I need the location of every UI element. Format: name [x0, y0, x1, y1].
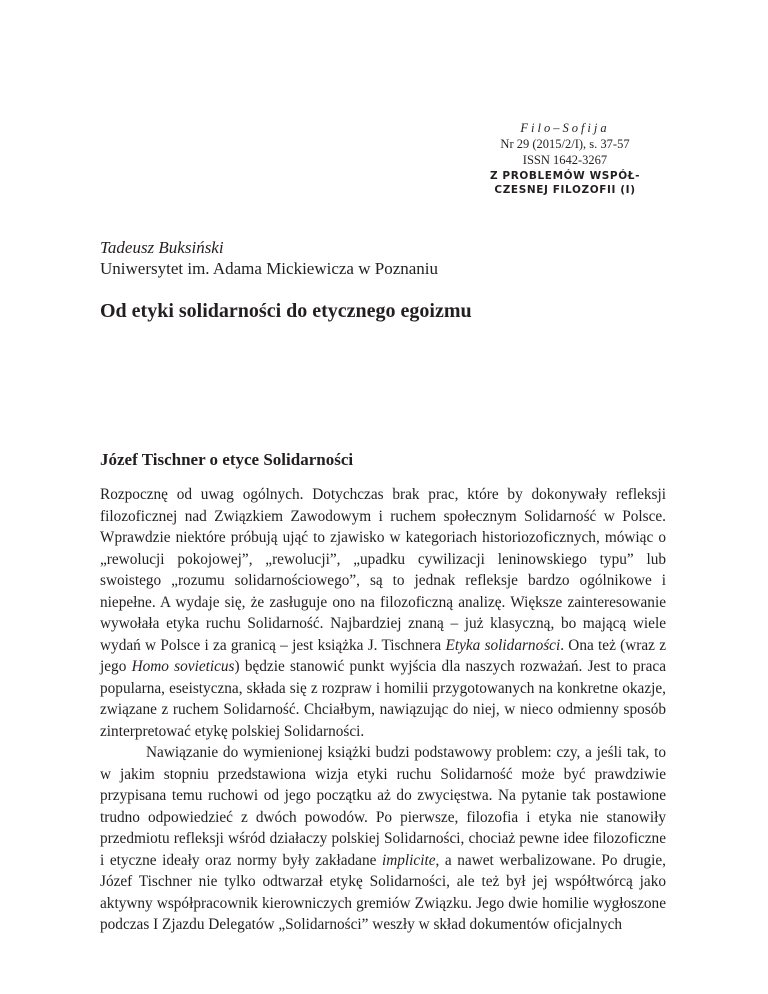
- journal-series: [470, 169, 660, 197]
- section-title: Józef Tischner o etyce Solidarności: [100, 450, 354, 469]
- author-name: Tadeusz Buksiński: [100, 238, 224, 257]
- paragraph-1-italic-2: Homo sovieticus: [131, 658, 235, 675]
- journal-issn: ISSN 1642-3267: [522, 153, 608, 167]
- journal-header: [470, 120, 660, 197]
- paragraph-1-italic-1: Etyka solidarności: [445, 636, 561, 654]
- paragraph-2: [100, 742, 666, 936]
- article-title: Od etyki solidarności do etycznego egoizmu: [100, 300, 472, 322]
- journal-series-line2: CZESNEJ FILOZOFII (I): [494, 184, 636, 196]
- paragraph-1: [100, 484, 666, 742]
- author-affiliation: Uniwersytet im. Adama Mickiewicza w Poznaniu: [100, 259, 439, 278]
- article-body: [100, 484, 666, 936]
- journal-name: Filo–Sofija: [520, 121, 610, 135]
- paragraph-1-text-1: Rozpocznę od uwag ogólnych. Dotychczas brak prac, które by dokonywały refleksji filozoficznej nad Związkiem Zawodowym i ruchem społecznym Solidarność w Polsce. Wprawdzie niektóre próbują ująć to zjawisko w kategoriach historiozoficznych, mówiąc o „rewolucji pokojowej”, „rewolucji”, „upadku cywilizacji leninowskiego typu” lub swoistego „rozumu solidarnościowego”, są to jednak refleksje bardzo ogólnikowe i niepełne. A wydaje się, że zasługuje ono na filozoficzną analizę. Większe zainteresowanie wywołała etyka ruchu Solidarność. Najbardziej znaną – już klasyczną, bo mającą wiele wydań w Polsce i za granicą – jest książka J. Tischnera: [100, 486, 666, 654]
- paragraph-1-text-2: . Ona też (wraz z jego: [100, 636, 666, 675]
- paragraph-2-italic-1: implicite: [381, 851, 436, 869]
- paragraph-1-text-3: ) będzie stanowić punkt wyjścia dla naszych rozważań. Jest to praca popularna, eseistyczna, składa się z rozpraw i homilii przygotowanych na konkretne okazje, związane z ruchem Solidarność. Chciałbym, nawiązując do niej, w nieco odmienny sposób zinterpretować etykę polskiej Solidarności.: [100, 658, 666, 740]
- journal-issue: Nr 29 (2015/2/I), s. 37-57: [500, 137, 630, 151]
- author-block: [100, 237, 438, 279]
- paragraph-2-text-1: Nawiązanie do wymienionej książki budzi podstawowy problem: czy, a jeśli tak, to w jakim stopniu przedstawiona wizja etyki ruchu Solidarność może być prawdziwie przypisana temu ruchowi od jego początku aż do zwycięstwa. Na pytanie tak postawione trudno odpowiedzieć z dwóch powodów. Po pierwsze, filozofia i etyka nie stanowiły przedmiotu refleksji wśród działaczy polskiej Solidarności, chociaż pewne idee filozoficzne i etyczne ideały oraz normy były zakładane: [100, 744, 666, 869]
- paragraph-2-text-2: , a nawet werbalizowane. Po drugie, Józef Tischner nie tylko odtwarzał etykę Solidarności, ale też był jej współtwórcą jako aktywny współpracownik kierowniczych gremiów Związku. Jego dwie homilie wygłoszone podczas I Zjazdu Delegatów „Solidarności” weszły w skład dokumentów oficjalnych: [100, 851, 666, 933]
- journal-series-line1: Z PROBLEMÓW WSPÓŁ-: [489, 170, 641, 182]
